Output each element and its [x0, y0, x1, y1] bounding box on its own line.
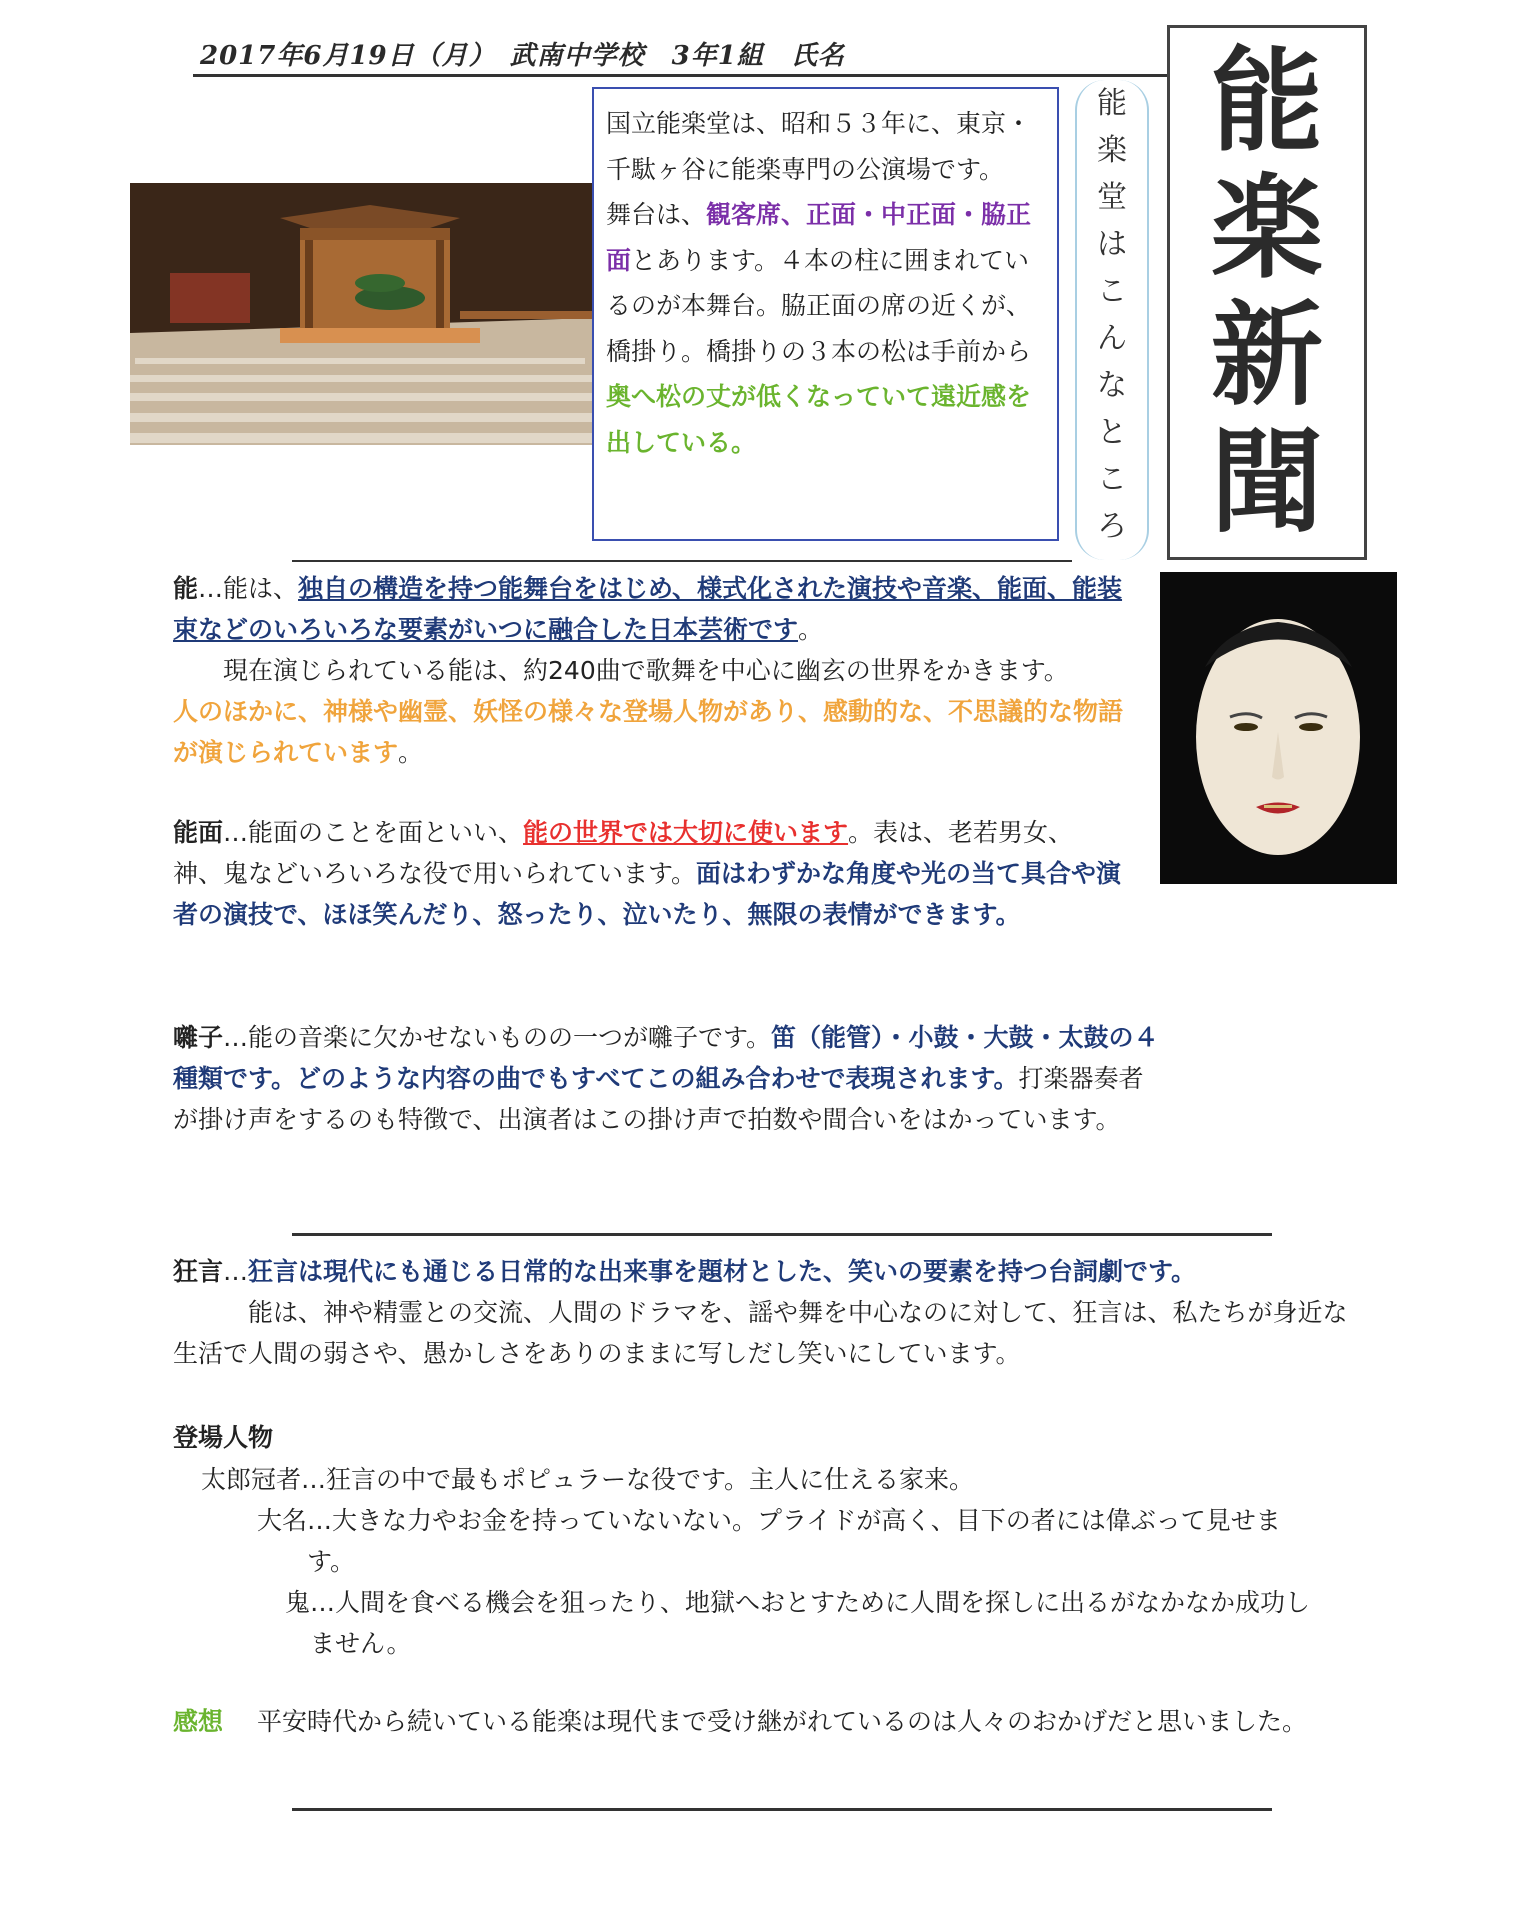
daimyo-desc: …大きな力やお金を持っていないない。プライドが高く、目下の者には偉ぶって見せます。	[307, 1506, 1281, 1576]
noh-orange: 人のほかに、神様や幽霊、妖怪の様々な登場人物があり、感動的な、不思議的な物語が演じられています	[173, 697, 1124, 767]
header-date-school: 2017年6月19日（月） 武南中学校 3年1組 氏名	[200, 41, 845, 71]
info-highlight-purple: 観客席、正面・中正面・脇正面	[606, 200, 1032, 275]
kyogen-sep: …	[223, 1257, 249, 1286]
noumen-section	[173, 812, 1123, 935]
noumen-red: 能の世界では大切に使います	[523, 818, 849, 847]
hayashi-a: …能の音楽に欠かせないものの一つが囃子です。	[223, 1023, 772, 1052]
noumen-term: 能面	[173, 818, 224, 847]
noh-body: 現在演じられている能は、約240曲で歌舞を中心に幽玄の世界をかきます。	[173, 656, 1069, 685]
kyogen-navy: 狂言は現代にも通じる日常的な出来事を題材とした、笑いの要素を持つ台詞劇です。	[248, 1257, 1197, 1286]
taro-name: 太郎冠者	[201, 1465, 302, 1494]
noh-mask-photo	[1160, 572, 1397, 884]
title-char: 能	[1211, 35, 1323, 167]
oni-name: 鬼	[285, 1588, 311, 1617]
header-rule	[193, 74, 1168, 77]
oni-desc: …人間を食べる機会を狙ったり、地獄へおとすために人間を探しに出るがなかなか成功しません。	[310, 1588, 1311, 1658]
noumen-b: 。表は、老若男女、神、鬼などいろいろな役で用いられています。	[173, 818, 1074, 888]
hayashi-term: 囃子	[173, 1023, 224, 1052]
hayashi-b: 打楽器奏者が掛け声をするのも特徴で、出演者はこの掛け声で拍数や間合いをはかっています。	[173, 1064, 1144, 1134]
section-divider	[292, 1233, 1272, 1236]
info-box-national-noh-theater	[592, 87, 1059, 541]
info-text: 国立能楽堂は、昭和５３年に、東京・千駄ヶ谷に能楽専門の公演場です。	[606, 109, 1032, 184]
taro-desc: …狂言の中で最もポピュラーな役です。主人に仕える家来。	[301, 1465, 975, 1494]
noh-term: 能	[173, 574, 199, 603]
noh-highlight: 独自の構造を持つ能舞台をはじめ、様式化された演技や音楽、能面、能装束などのいろいろな要素がいつに融合した日本芸術です	[173, 574, 1123, 644]
subtitle-char: こ	[1097, 462, 1127, 497]
info-text: 舞台は、	[606, 200, 707, 229]
noh-stage-illustration	[130, 183, 593, 445]
subtitle-char: ん	[1097, 321, 1127, 356]
kyogen-body: 能は、神や精霊との交流、人間のドラマを、謡や舞を中心なのに対して、狂言は、私たちが身近な生活で人間の弱さや、愚かしさをありのままに写しだし笑いにしています。	[173, 1298, 1348, 1368]
noh-end: 。	[798, 615, 824, 644]
noh-section	[173, 568, 1133, 773]
title-char: 楽	[1211, 162, 1323, 294]
hayashi-navy: 笛（能管）・小鼓・大鼓・太鼓の４種類です。どのような内容の曲でもすべてこの組み合わせで表現されます。	[173, 1023, 1159, 1093]
kyogen-term: 狂言	[173, 1257, 224, 1286]
title-char: 聞	[1211, 417, 1323, 549]
subtitle-char: と	[1097, 415, 1127, 450]
noh-theater-photo	[130, 183, 593, 445]
subtitle-char: 堂	[1097, 180, 1127, 215]
subtitle-char: は	[1097, 227, 1127, 262]
subtitle-char: な	[1097, 368, 1127, 403]
noumen-navy: 面はわずかな角度や光の当て具合や演者の演技で、ほほ笑んだり、怒ったり、泣いたり、無限の表情ができます。	[173, 859, 1122, 929]
kyogen-section	[173, 1251, 1348, 1374]
character-oni	[285, 1582, 1355, 1664]
newspaper-title-box	[1167, 25, 1367, 560]
noh-mask-illustration	[1160, 572, 1397, 884]
subtitle-char: こ	[1097, 274, 1127, 309]
noumen-a: …能面のことを面といい、	[223, 818, 524, 847]
impression-text: 平安時代から続いている能楽は現代まで受け継がれているのは人々のおかげだと思いました。	[257, 1707, 1308, 1736]
info-text: とあります。４本の柱に囲まれているのが本舞台。脇正面の席の近くが、橋掛り。橋掛りの３本の松は手前から	[606, 245, 1032, 366]
subtitle-char: 能	[1097, 86, 1127, 121]
info-highlight-green: 奥へ松の丈が低くなっていて遠近感を出している。	[606, 382, 1032, 457]
hayashi-section	[173, 1017, 1163, 1140]
noh-sep: …能は、	[198, 574, 299, 603]
impression-label: 感想	[173, 1707, 224, 1736]
character-daimyo	[257, 1500, 1357, 1582]
daimyo-name: 大名	[257, 1506, 308, 1535]
subtitle-char: 楽	[1097, 133, 1127, 168]
characters-heading: 登場人物	[173, 1423, 274, 1452]
subtitle-char: ろ	[1097, 509, 1127, 544]
subtitle-vertical	[1075, 80, 1149, 560]
title-char: 新	[1211, 290, 1323, 422]
character-taro	[201, 1459, 1351, 1500]
section-divider	[292, 560, 1072, 562]
section-divider	[292, 1808, 1272, 1811]
noh-orange-end: 。	[398, 738, 424, 767]
impression	[173, 1701, 1353, 1742]
